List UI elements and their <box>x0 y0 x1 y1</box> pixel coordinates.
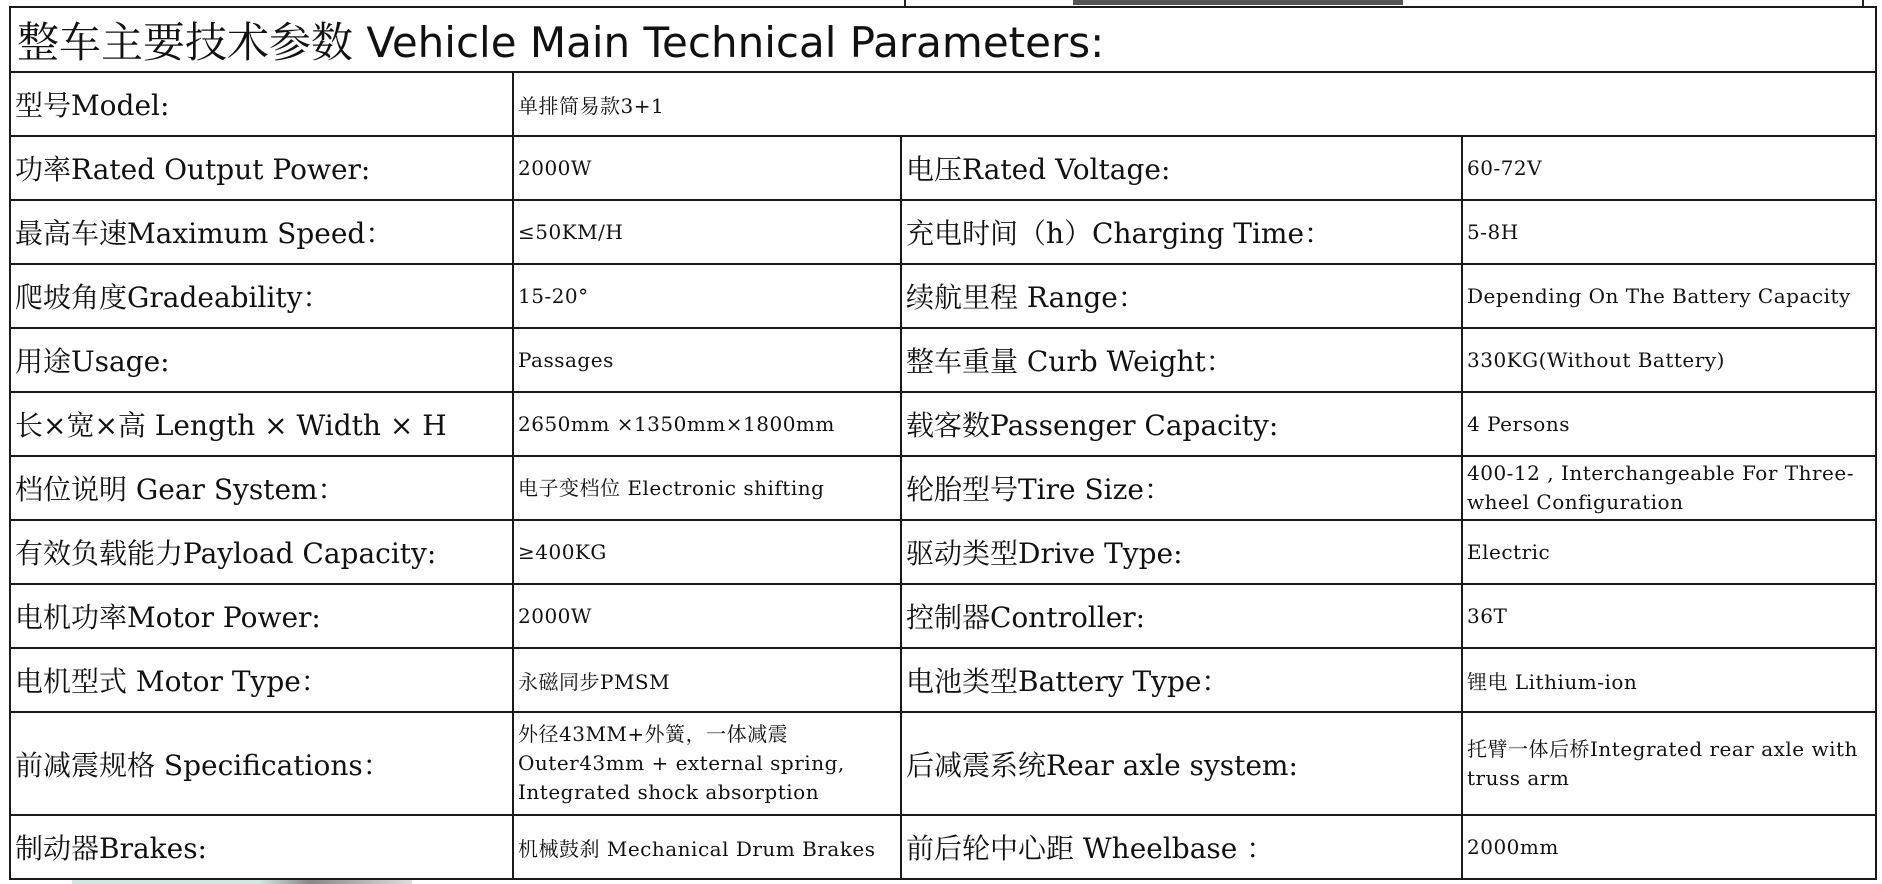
spec-value: 2000W <box>513 136 901 200</box>
table-title: 整车主要技术参数 Vehicle Main Technical Parameters: <box>10 7 1876 72</box>
table-row <box>10 264 1876 328</box>
spec-label: 控制器Controller: <box>901 584 1462 648</box>
table-row <box>10 712 1876 815</box>
spec-label: 电机型式 Motor Type： <box>10 648 513 712</box>
spec-value: 60-72V <box>1462 136 1876 200</box>
spec-label: 电池类型Battery Type： <box>901 648 1462 712</box>
spec-label: 轮胎型号Tire Size： <box>901 456 1462 520</box>
spec-label: 充电时间（h）Charging Time： <box>901 200 1462 264</box>
spec-value: 36T <box>1462 584 1876 648</box>
spec-label: 后减震系统Rear axle system: <box>901 712 1462 815</box>
table-row <box>10 584 1876 648</box>
spec-value: 电子变档位 Electronic shifting <box>513 456 901 520</box>
spec-label: 续航里程 Range： <box>901 264 1462 328</box>
table-row <box>10 520 1876 584</box>
spec-value: Electric <box>1462 520 1876 584</box>
spec-label: 电机功率Motor Power: <box>10 584 513 648</box>
spec-value: 330KG(Without Battery) <box>1462 328 1876 392</box>
spec-value: 锂电 Lithium-ion <box>1462 648 1876 712</box>
table-row <box>10 392 1876 456</box>
table-row <box>10 200 1876 264</box>
spec-value: 4 Persons <box>1462 392 1876 456</box>
spec-label: 驱动类型Drive Type: <box>901 520 1462 584</box>
spec-label: 前减震规格 Specifications： <box>10 712 513 815</box>
spec-label: 有效负载能力Payload Capacity: <box>10 520 513 584</box>
model-value: 单排简易款3+1 <box>513 72 1876 136</box>
spec-value: 机械鼓刹 Mechanical Drum Brakes <box>513 815 901 879</box>
spec-value: Passages <box>513 328 901 392</box>
spec-label: 档位说明 Gear System： <box>10 456 513 520</box>
spec-label: 制动器Brakes: <box>10 815 513 879</box>
model-label: 型号Model: <box>10 72 513 136</box>
spec-label: 电压Rated Voltage: <box>901 136 1462 200</box>
spec-value: 5-8H <box>1462 200 1876 264</box>
table-row-model <box>10 72 1876 136</box>
spec-value: 2000mm <box>1462 815 1876 879</box>
top-image-strip <box>1073 0 1403 5</box>
spec-value: Depending On The Battery Capacity <box>1462 264 1876 328</box>
spec-value: 15-20° <box>513 264 901 328</box>
spec-value: 2650mm ×1350mm×1800mm <box>513 392 901 456</box>
bottom-image-strip <box>72 880 412 884</box>
table-row <box>10 456 1876 520</box>
spec-value: 400-12 , Interchangeable For Three-wheel Configuration <box>1462 456 1876 520</box>
spec-label: 最高车速Maximum Speed： <box>10 200 513 264</box>
spec-label: 功率Rated Output Power: <box>10 136 513 200</box>
spec-value: ≤50KM/H <box>513 200 901 264</box>
spec-label: 前后轮中心距 Wheelbase ： <box>901 815 1462 879</box>
spec-value: 2000W <box>513 584 901 648</box>
table-row <box>10 815 1876 879</box>
spec-label: 载客数Passenger Capacity: <box>901 392 1462 456</box>
spec-table <box>9 6 1877 880</box>
spec-value: 托臂一体后桥Integrated rear axle with truss arm <box>1462 712 1876 815</box>
spec-label: 用途Usage: <box>10 328 513 392</box>
spec-label: 长×宽×高 Length × Width × H <box>10 392 513 456</box>
table-row <box>10 328 1876 392</box>
table-row <box>10 136 1876 200</box>
spec-value: 外径43MM+外簧，一体减震 Outer43mm + external spring, Integrated shock absorption <box>513 712 901 815</box>
spec-value: ≥400KG <box>513 520 901 584</box>
table-row <box>10 648 1876 712</box>
spec-value: 永磁同步PMSM <box>513 648 901 712</box>
spec-label: 整车重量 Curb Weight： <box>901 328 1462 392</box>
spec-label: 爬坡角度Gradeability： <box>10 264 513 328</box>
